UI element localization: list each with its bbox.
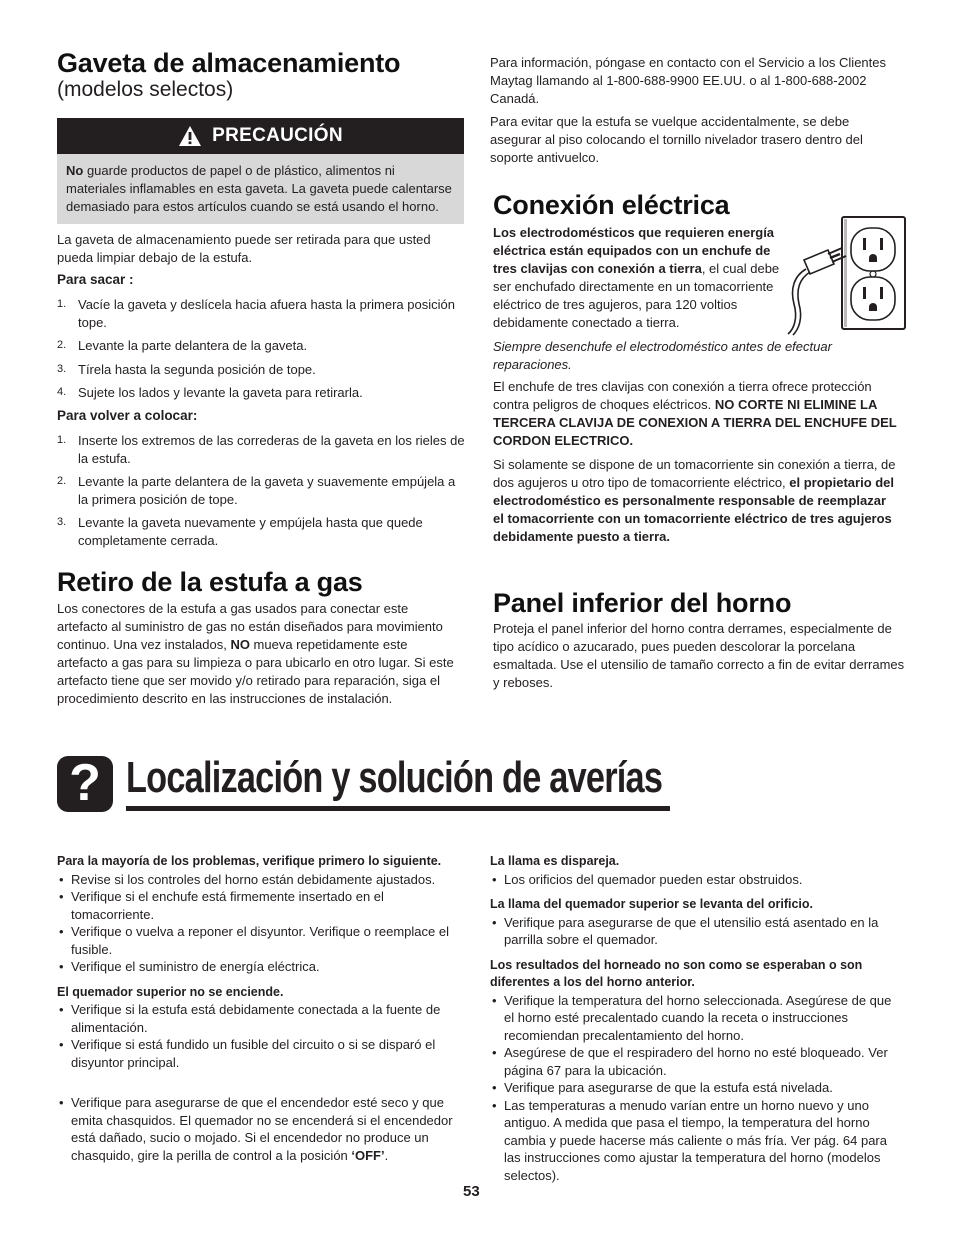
question-icon: ?: [57, 756, 113, 812]
list-item: • Verifique si está fundido un fusible del circuito o si se disparó el disyuntor principal.: [57, 1036, 467, 1071]
contact-text: Para información, póngase en contacto con el Servicio a los Clientes Maytag llamando al 1-800-688-9900 EE.UU. o al 1-800-688-2002 Canadá.: [490, 55, 886, 106]
troubleshooting-title: Localización y solución de averías: [126, 753, 663, 802]
remove-steps: [57, 296, 467, 408]
replace-label: Para volver a colocar:: [57, 408, 198, 423]
electric-p2: El enchufe de tres clavijas con conexión a tierra ofrece protección contra peligros de choques eléctricos. NO CORTE NI ELIMINE LA TERCERA CLAVIJA DE CONEXION A TIERRA DEL ENCHUFE DEL CORDON ELECTRICO.: [493, 379, 897, 448]
panel-text: Proteja el panel inferior del horno contra derrames, especialmente de tipo acídico o azucarado, pues pueden descolorar la porcelana esmaltada. Use el utensilio de tamaño correcto a fin de evitar derrames y reboses.: [493, 621, 905, 690]
page-number: 53: [463, 1183, 480, 1200]
list-item: • Asegúrese de que el respiradero del horno no esté bloqueado. Ver página 67 para la ubicación.: [490, 1044, 900, 1079]
outlet-plug-illustration: [784, 214, 914, 336]
caution-text: No guarde productos de papel o de plástico, alimentos ni materiales inflamables en esta gaveta. La gaveta puede calentarse demasiado para estos artículos cuando se está usando el horno.: [57, 154, 464, 224]
outlet-icon: [842, 217, 905, 329]
check-list: [490, 992, 900, 1185]
list-item: • Verifique el suministro de energía eléctrica.: [57, 958, 467, 976]
problem-heading: Los resultados del horneado no son como se esperaban o son diferentes a los del horno anterior.: [490, 957, 863, 989]
troubleshooting-right-column: [490, 853, 900, 1184]
list-item: • Verifique para asegurarse de que la estufa está nivelada.: [490, 1079, 900, 1097]
list-item: • Verifique si el enchufe está firmemente insertado en el tomacorriente.: [57, 888, 467, 923]
electric-title: Conexión eléctrica: [493, 190, 730, 220]
storage-title: Gaveta de almacenamiento: [57, 48, 401, 78]
electric-italic-note: Siempre desenchufe el electrodoméstico antes de efectuar reparaciones.: [493, 339, 832, 372]
list-item: • Verifique para asegurarse de que el utensilio está asentado en la parrilla sobre el quemador.: [490, 914, 900, 949]
step-item: 1. Vacíe la gaveta y deslícela hacia afuera hasta la primera posición tope.: [57, 297, 455, 330]
caution-label: PRECAUCIÓN: [212, 125, 343, 146]
step-item: 3. Levante la gaveta nuevamente y empújela hasta que quede completamente cerrada.: [57, 515, 423, 548]
step-item: 2. Levante la parte delantera de la gaveta y suavemente empújela a la primera posición de tope.: [57, 474, 456, 507]
caution-header: [57, 118, 464, 154]
problem-heading: La llama del quemador superior se levanta del orificio.: [490, 897, 814, 911]
list-item: • Revise si los controles del horno están debidamente ajustados.: [57, 871, 467, 889]
step-item: 2. Levante la parte delantera de la gaveta.: [57, 338, 308, 353]
check-list: [57, 1001, 467, 1071]
caution-block: [57, 118, 464, 224]
check-list: [490, 914, 900, 949]
step-item: 1. Inserte los extremos de las correderas de la gaveta en los rieles de la estufa.: [57, 433, 465, 466]
electric-p1: Los electrodomésticos que requieren energía eléctrica están equipados con un enchufe de tres clavijas con conexión a tierra, el cual debe ser enchufado directamente en un tomacorriente eléctrico de tres agujeros, para 120 voltios debidamente conectado a tierra.: [493, 225, 780, 330]
remove-label: Para sacar :: [57, 272, 134, 287]
problem-heading: La llama es dispareja.: [490, 854, 620, 868]
electric-p3: Si solamente se dispone de un tomacorriente sin conexión a tierra, de dos agujeros u otro tipo de tomacorriente eléctrico, el propietario del electrodoméstico es personalmente responsable de reemplazar el tomacorriente con un tomacorriente eléctrico de tres agujeros debidamente puesto a tierra.: [493, 457, 896, 544]
igniter-check: [57, 1094, 467, 1164]
storage-intro: La gaveta de almacenamiento puede ser retirada para que usted pueda limpiar debajo de la estufa.: [57, 232, 431, 265]
check-list: [490, 871, 900, 889]
step-item: 3. Tírela hasta la segunda posición de tope.: [57, 361, 316, 377]
replace-steps: [57, 432, 467, 555]
list-item: • Verifique si la estufa está debidamente conectada a la fuente de alimentación.: [57, 1001, 467, 1036]
storage-subtitle: (modelos selectos): [57, 78, 234, 101]
step-item: 4. Sujete los lados y levante la gaveta para retirarla.: [57, 385, 363, 400]
troubleshooting-left-column: [57, 853, 467, 1071]
list-item: • Verifique la temperatura del horno seleccionada. Asegúrese de que el horno esté precalentado cuando la receta o instrucciones recomiendan precalentamiento del horno.: [490, 992, 900, 1045]
problem-heading: Para la mayoría de los problemas, verifique primero lo siguiente.: [57, 854, 442, 868]
gas-title: Retiro de la estufa a gas: [57, 567, 363, 597]
tip-over-text: Para evitar que la estufa se vuelque accidentalmente, se debe asegurar al piso colocando el tornillo nivelador trasero dentro del soporte antivuelco.: [490, 114, 863, 165]
panel-title: Panel inferior del horno: [493, 588, 792, 618]
title-underline: [126, 806, 670, 811]
warning-icon: [178, 125, 202, 147]
storage-drawer-section: [57, 48, 467, 102]
list-item: • Las temperaturas a menudo varían entre un horno nuevo y uno antiguo. A medida que pasa el tiempo, la temperatura del horno cambia y puede hacerse más caliente o más fría. Ver pág. 64 para las instrucciones como ajustar la temperatura del horno (modelos selectos).: [490, 1097, 900, 1185]
check-list: [57, 871, 467, 976]
plug-cord-icon: [788, 248, 846, 335]
problem-heading: El quemador superior no se enciende.: [57, 984, 284, 999]
list-item: • Verifique para asegurarse de que el encendedor esté seco y que emita chasquidos. El quemador no se encenderá si el encendedor está dañado, sucio o mojado. Si el encendedor no produce un chasquido, gire la perilla de control a la posición ‘OFF’.: [57, 1094, 467, 1164]
list-item: • Los orificios del quemador pueden estar obstruidos.: [490, 871, 900, 889]
list-item: • Verifique o vuelva a reponer el disyuntor. Verifique o reemplace el fusible.: [57, 923, 467, 958]
gas-text: Los conectores de la estufa a gas usados para conectar este artefacto al suministro de gas no están diseñados para movimiento continuo. Una vez instalados, NO mueva repetidamente este artefacto a gas para su limpieza o para ubicarlo en otro lugar. Si este artefacto tiene que ser movido y/o retirado para reparación, siga el procedimiento descrito en las instrucciones de instalación.: [57, 601, 454, 706]
